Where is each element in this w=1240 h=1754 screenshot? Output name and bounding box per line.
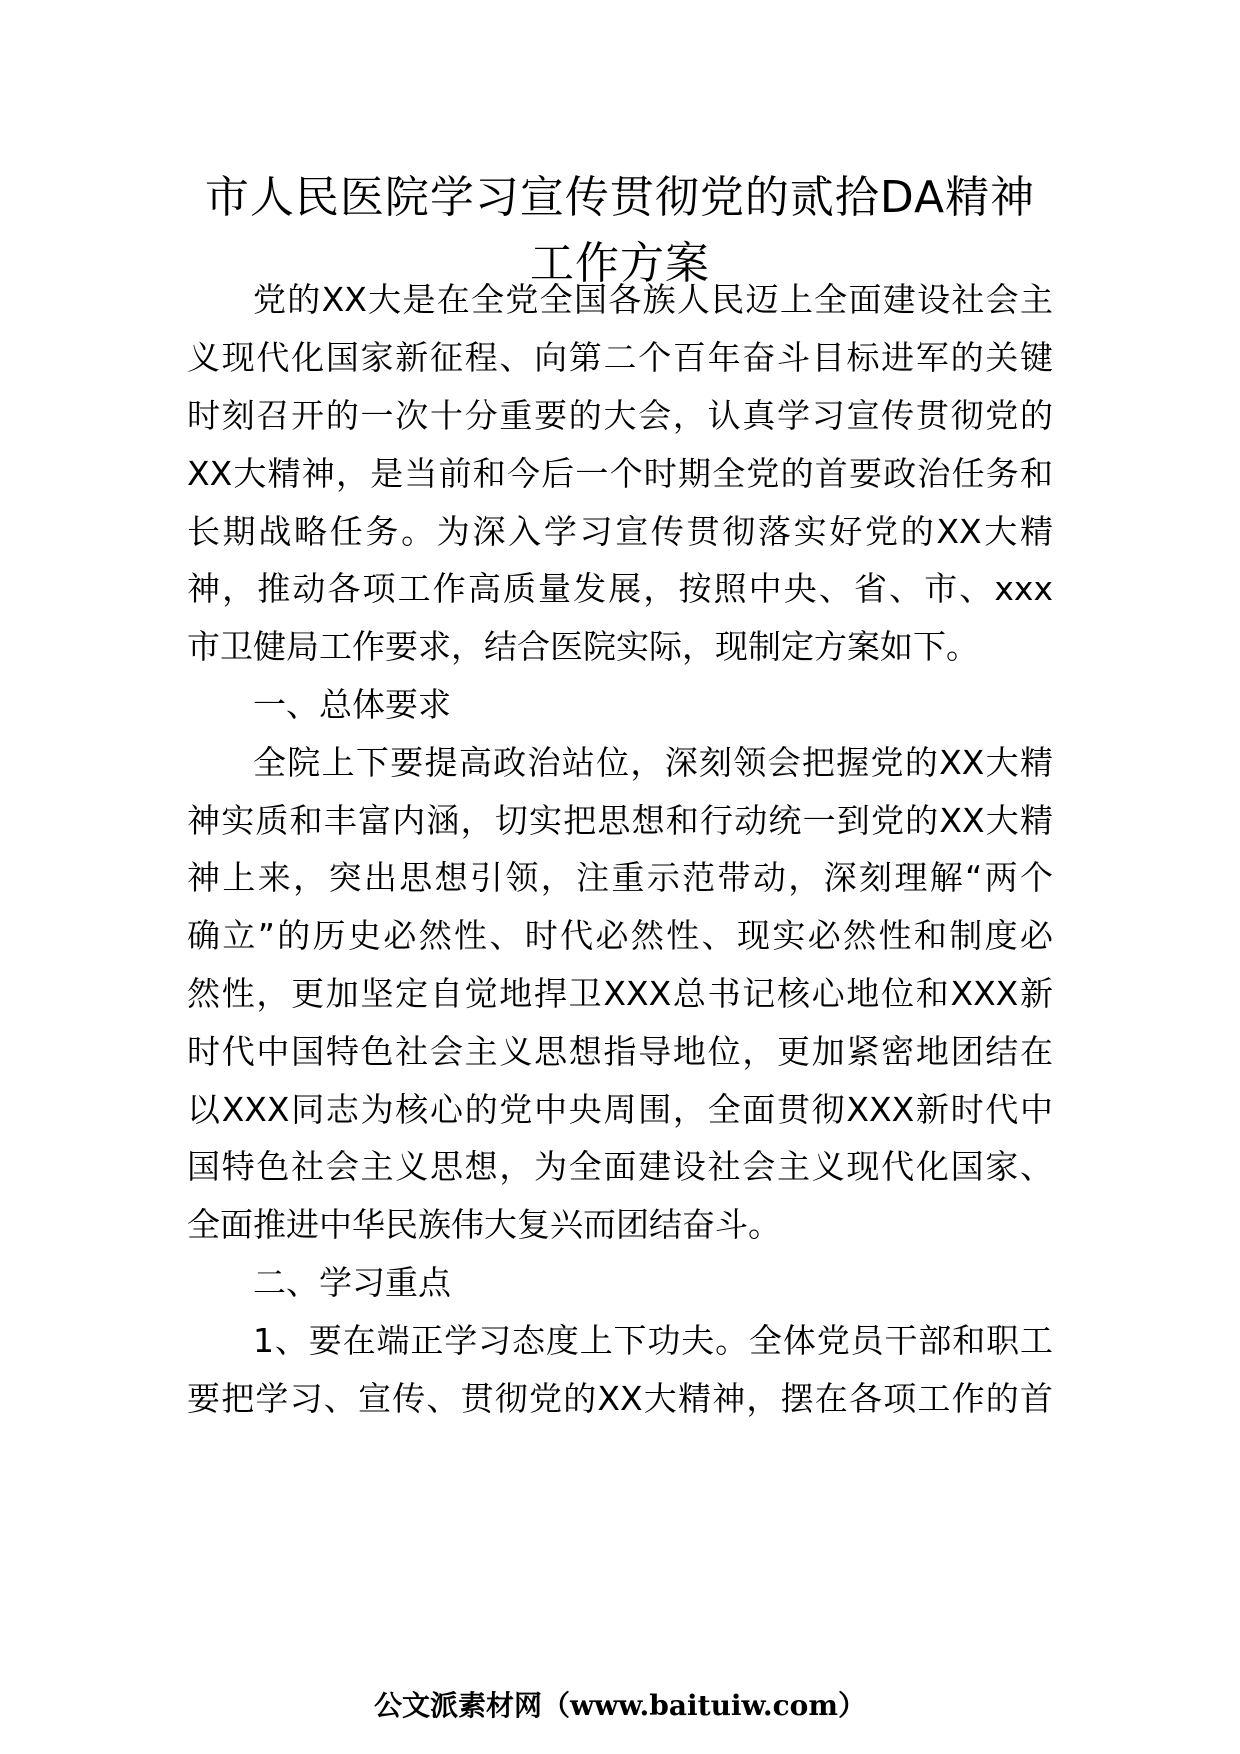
- body-line-13: 然性，更加坚定自觉地捍卫XXX总书记核心地位和XXX新: [187, 974, 1053, 1013]
- body-line-4: XX大精神，是当前和今后一个时期全党的首要政治任务和: [187, 454, 1053, 493]
- body-line-15: 以XXX同志为核心的党中央周围，全面贯彻XXX新时代中: [187, 1090, 1053, 1129]
- document-title-line-1: 市人民医院学习宣传贯彻党的贰拾DA精神: [204, 172, 1036, 223]
- body-line-3: 时刻召开的一次十分重要的大会，认真学习宣传贯彻党的: [187, 396, 1053, 435]
- body-line-11: 神上来，突出思想引领，注重示范带动，深刻理解“两个: [187, 858, 1053, 897]
- body-line-16: 国特色社会主义思想，为全面建设社会主义现代化国家、: [187, 1147, 1053, 1186]
- body-line-9: 全院上下要提高政治站位，深刻领会把握党的XX大精: [253, 743, 1053, 782]
- body-line-17: 全面推进中华民族伟大复兴而团结奋斗。: [187, 1205, 781, 1244]
- section-heading-1: 一、总体要求: [253, 685, 451, 724]
- body-line-20: 要把学习、宣传、贯彻党的XX大精神，摆在各项工作的首: [187, 1379, 1053, 1418]
- body-line-5: 长期战略任务。为深入学习宣传贯彻落实好党的XX大精: [187, 512, 1053, 551]
- section-heading-2: 二、学习重点: [253, 1263, 451, 1302]
- body-line-7: 市卫健局工作要求，结合医院实际，现制定方案如下。: [187, 627, 979, 666]
- body-line-6: 神，推动各项工作高质量发展，按照中央、省、市、xxx: [187, 569, 1053, 608]
- body-line-1: 党的XX大是在全党全国各族人民迈上全面建设社会主: [253, 280, 1053, 319]
- body-line-19: 1、要在端正学习态度上下功夫。全体党员干部和职工: [253, 1321, 1053, 1360]
- body-line-12: 确立”的历史必然性、时代必然性、现实必然性和制度必: [187, 916, 1053, 955]
- document-title-line-2: 工作方案: [530, 238, 710, 289]
- body-line-2: 义现代化国家新征程、向第二个百年奋斗目标进军的关键: [187, 338, 1053, 377]
- body-line-10: 神实质和丰富内涵，切实把思想和行动统一到党的XX大精: [187, 801, 1053, 840]
- footer-watermark: 公文派素材网（www.baituiw.com）: [374, 1689, 866, 1722]
- body-line-14: 时代中国特色社会主义思想指导地位，更加紧密地团结在: [187, 1032, 1053, 1071]
